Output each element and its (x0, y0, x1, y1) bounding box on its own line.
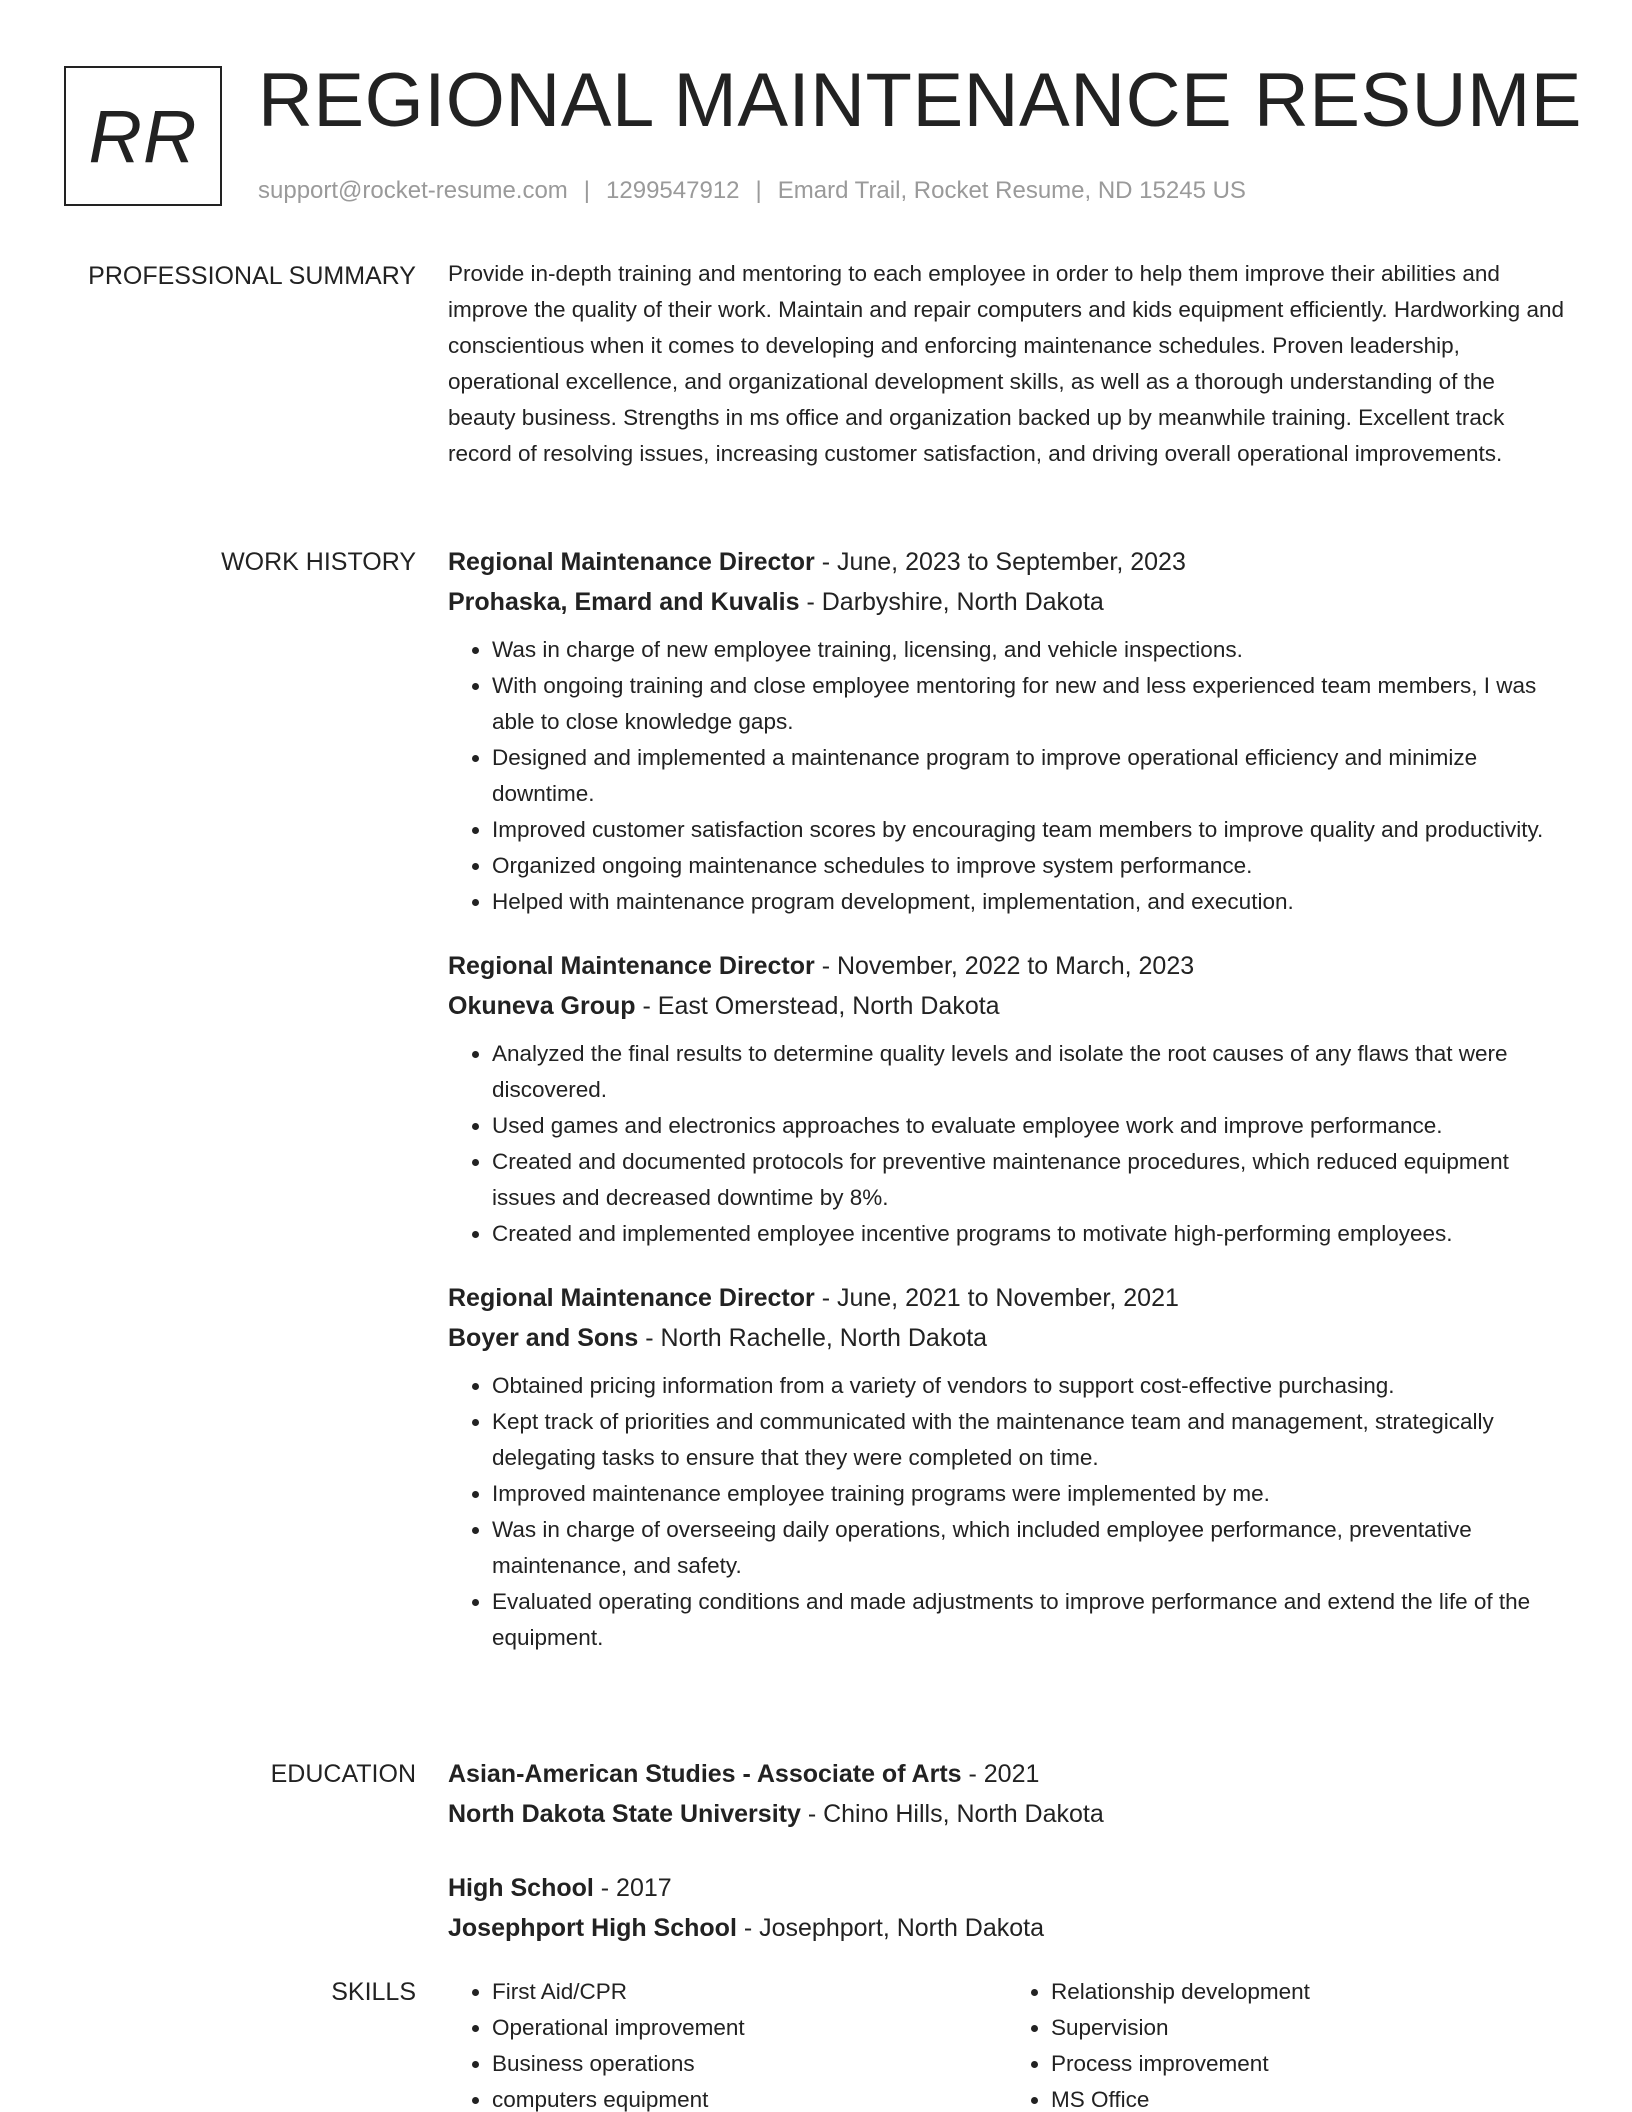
job-company-line (448, 986, 1566, 1026)
job-bullet: • Improved customer satisfaction scores by encouraging team members to improve quality and productivity. (492, 812, 1566, 848)
summary-body (448, 256, 1566, 472)
job-bullet: • Was in charge of new employee training, licensing, and vehicle inspections. (492, 632, 1566, 668)
education-degree: High School (448, 1874, 594, 1902)
job-title: Regional Maintenance Director (448, 1284, 815, 1312)
job-title-line (448, 1278, 1566, 1318)
job-bullet: • Was in charge of overseeing daily operations, which included employee performance, preventative maintenance, and safety. (492, 1512, 1566, 1584)
job-bullet: • Evaluated operating conditions and made adjustments to improve performance and extend the life of the equipment. (492, 1584, 1566, 1656)
job-location: - North Rachelle, North Dakota (638, 1324, 988, 1352)
education-school-line (448, 1794, 1566, 1834)
skills-list-left (448, 1974, 1007, 2112)
skill-item: • computers equipment (492, 2082, 1007, 2112)
skill-item: • Process improvement (1051, 2046, 1566, 2082)
contact-line (258, 174, 1246, 208)
job-location: - Darbyshire, North Dakota (799, 588, 1104, 616)
job-location: - East Omerstead, North Dakota (635, 992, 1000, 1020)
contact-phone: 1299547912 (606, 177, 740, 204)
summary-text: Provide in-depth training and mentoring to each employee in order to help them improve their abilities and improve the quality of their work. Maintain and repair computers and kids equipment efficiently. Hardworking and conscientious when it comes to developing and enforcing maintenance schedules. Proven leadership, operational excellence, and organizational development skills, as well as a thorough understanding of the beauty business. Strengths in ms office and organization backed up by meanwhile training. Excellent track record of resolving issues, increasing customer satisfaction, and driving overall operational improvements. (448, 261, 1564, 466)
job-bullet: • Helped with maintenance program development, implementation, and execution. (492, 884, 1566, 920)
monogram-logo: RR (64, 66, 222, 206)
skill-item: • First Aid/CPR (492, 1974, 1007, 2010)
job-bullet: • Designed and implemented a maintenance program to improve operational efficiency and minimize downtime. (492, 740, 1566, 812)
work-history-body (448, 542, 1566, 1682)
contact-separator: | (755, 177, 762, 204)
section-label-education: EDUCATION (270, 1760, 416, 1788)
job-bullet: • Analyzed the final results to determine quality levels and isolate the root causes of any flaws that were discovered. (492, 1036, 1566, 1108)
job-entry (448, 1278, 1566, 1656)
job-bullets (448, 1036, 1566, 1252)
job-bullets (448, 1368, 1566, 1656)
job-title-line (448, 946, 1566, 986)
job-bullets (448, 632, 1566, 920)
job-title: Regional Maintenance Director (448, 548, 815, 576)
job-company-line (448, 1318, 1566, 1358)
job-bullet: • Created and implemented employee incentive programs to motivate high-performing employees. (492, 1216, 1566, 1252)
education-body (448, 1754, 1566, 1982)
job-bullet: • Obtained pricing information from a variety of vendors to support cost-effective purchasing. (492, 1368, 1566, 1404)
job-bullet: • Organized ongoing maintenance schedules to improve system performance. (492, 848, 1566, 884)
contact-separator: | (583, 177, 591, 204)
section-label-summary: PROFESSIONAL SUMMARY (88, 262, 416, 290)
resume-title: REGIONAL MAINTENANCE RESUME (258, 58, 1582, 143)
job-company: Prohaska, Emard and Kuvalis (448, 588, 800, 616)
job-company-line (448, 582, 1566, 622)
skill-item: • Supervision (1051, 2010, 1566, 2046)
job-bullet: • Created and documented protocols for preventive maintenance procedures, which reduced equipment issues and decreased downtime by 8%. (492, 1144, 1566, 1216)
job-dates: - June, 2023 to September, 2023 (814, 548, 1186, 576)
education-degree-line (448, 1754, 1566, 1794)
job-bullet: • Used games and electronics approaches to evaluate employee work and improve performance. (492, 1108, 1566, 1144)
skills-columns (448, 1974, 1566, 2112)
education-degree: Asian-American Studies - Associate of Arts (448, 1760, 962, 1788)
job-dates: - November, 2022 to March, 2023 (814, 952, 1195, 980)
job-entry (448, 542, 1566, 920)
skills-list-right (1007, 1974, 1566, 2112)
education-location: - Josephport, North Dakota (736, 1914, 1044, 1942)
job-entry (448, 946, 1566, 1252)
skill-item: • Business operations (492, 2046, 1007, 2082)
education-school: North Dakota State University (448, 1800, 801, 1828)
education-school: Josephport High School (448, 1914, 737, 1942)
contact-email: support@rocket-resume.com (258, 177, 568, 204)
skill-item: • Operational improvement (492, 2010, 1007, 2046)
job-bullet: • Improved maintenance employee training programs were implemented by me. (492, 1476, 1566, 1512)
job-company: Okuneva Group (448, 992, 636, 1020)
education-year: - 2017 (593, 1874, 672, 1902)
contact-address: Emard Trail, Rocket Resume, ND 15245 US (777, 177, 1246, 204)
education-entry (448, 1754, 1566, 1834)
job-company: Boyer and Sons (448, 1324, 639, 1352)
section-label-skills: SKILLS (331, 1978, 416, 2006)
education-year: - 2021 (961, 1760, 1040, 1788)
section-label-work-history: WORK HISTORY (221, 548, 416, 576)
job-dates: - June, 2021 to November, 2021 (814, 1284, 1179, 1312)
job-title: Regional Maintenance Director (448, 952, 815, 980)
job-bullet: • Kept track of priorities and communicated with the maintenance team and management, strategically delegating tasks to ensure that they were completed on time. (492, 1404, 1566, 1476)
job-bullet: • With ongoing training and close employee mentoring for new and less experienced team members, I was able to close knowledge gaps. (492, 668, 1566, 740)
education-entry (448, 1868, 1566, 1948)
education-degree-line (448, 1868, 1566, 1908)
skill-item: • Relationship development (1051, 1974, 1566, 2010)
skills-body (448, 1974, 1566, 2112)
education-school-line (448, 1908, 1566, 1948)
job-title-line (448, 542, 1566, 582)
skill-item: • MS Office (1051, 2082, 1566, 2112)
education-location: - Chino Hills, North Dakota (800, 1800, 1104, 1828)
